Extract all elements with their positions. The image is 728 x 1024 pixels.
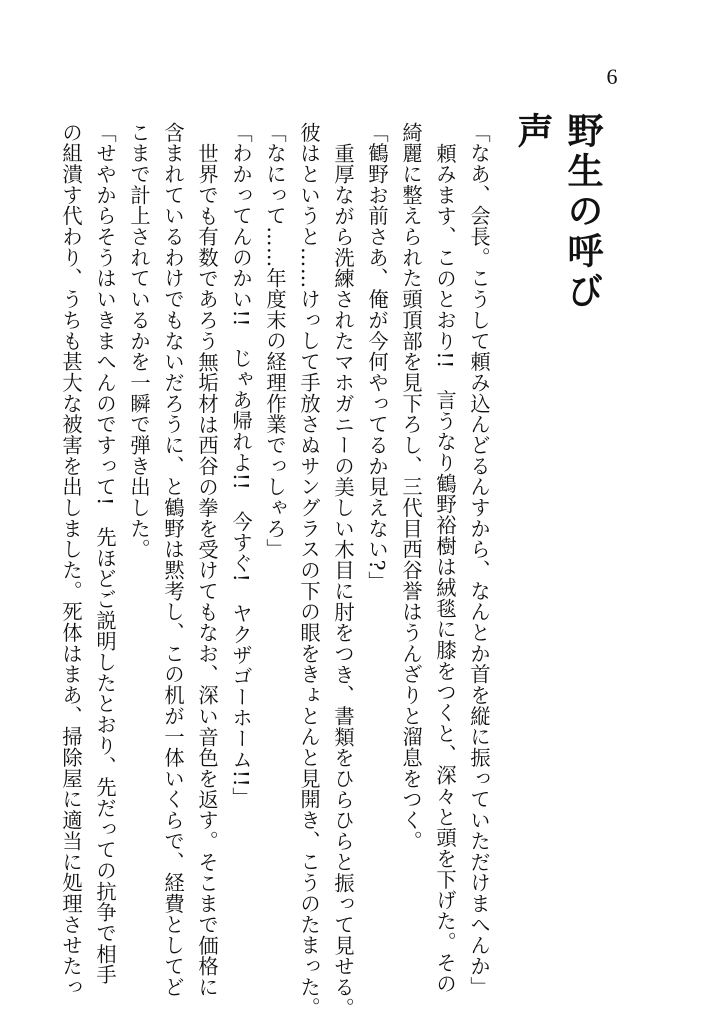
text-line: 頼みます、このとおり!! 言うなり鶴野裕樹は絨毯に膝をつくと、深々と頭を下げた。その (433, 143, 457, 994)
text-line: 「せやからそうはいきまへんのですって! 先ほどご説明したとおり、先だっての抗争で相手 (93, 122, 117, 986)
text-line: 「なにって……年度末の経理作業でっしゃろ」 (263, 122, 287, 560)
text-line: こまで計上されているかを一瞬で弾き出した。 (127, 122, 151, 560)
chapter-title: 野生の呼び声 (512, 112, 604, 312)
text-line: 「わかってんのかい!! じゃあ帰れよ!! 今すぐ! ヤクザゴーホーム!!」 (229, 122, 253, 809)
text-line: 重厚ながら洗練されたマホガニーの美しい木目に肘をつき、書類をひらひらと振って見せる。 (331, 143, 355, 1019)
page-number: 6 (606, 64, 618, 89)
text-line: 綺麗に整えられた頭頂部を見下ろし、三代目西谷誉はうんざりと溜息をつく。 (399, 122, 423, 852)
text-line: 含まれているわけでもないだろうに、と鶴野は黙考し、この机が一体いくらで、経費としてど (161, 122, 185, 998)
text-line: の組潰す代わり、うちも甚大な被害を出しました。死体はまあ、掃除屋に適当に処理させたっ (59, 122, 83, 998)
text-line: 「なあ、会長。こうして頼み込んどるんすから、なんとか首を縦に振っていただけまへんか」 (467, 122, 491, 998)
text-line: 世界でも有数であろう無垢材は西谷の拳を受けてもなお、深い音色を返す。そこまで価格に (195, 143, 219, 998)
text-line: 「鶴野お前さあ、俺が今何やってるか見えない?」 (365, 122, 389, 592)
body-text (54, 122, 496, 1019)
text-line: 彼はというと……けっして手放さぬサングラスの下の眼をきょとんと見開き、こうのたまった。 (297, 122, 321, 1019)
